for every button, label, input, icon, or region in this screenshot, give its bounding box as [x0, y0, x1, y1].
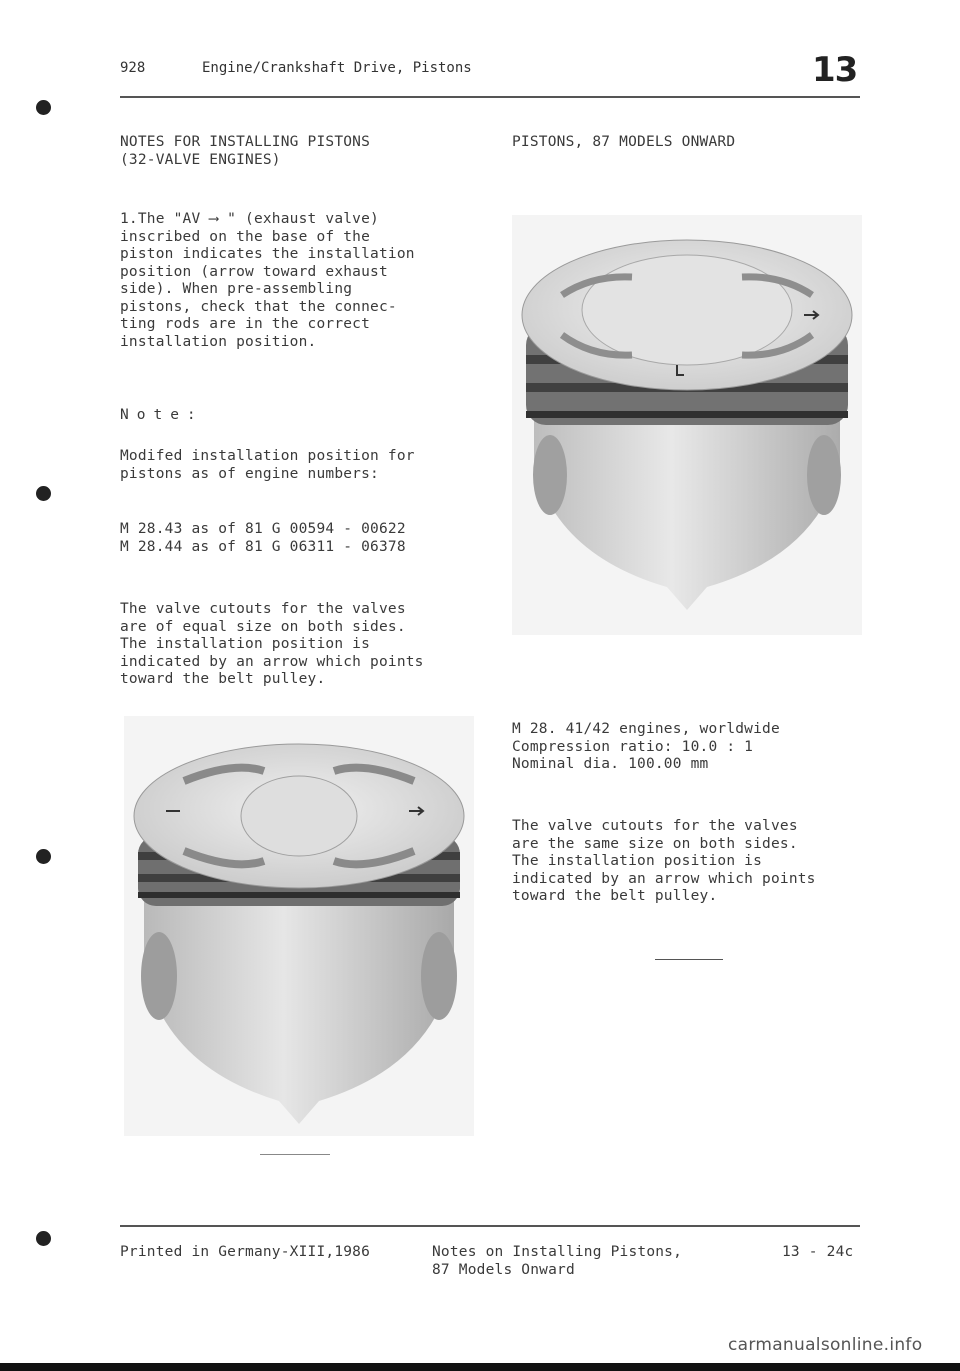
binder-hole [36, 849, 51, 864]
binder-hole [36, 1231, 51, 1246]
chapter-number: 13 [812, 50, 858, 90]
footer-printed: Printed in Germany-XIII,1986 [120, 1244, 371, 1260]
binder-hole [36, 100, 51, 115]
right-heading: PISTONS, 87 MODELS ONWARD [512, 134, 736, 150]
engine-numbers: M 28.43 as of 81 G 00594 - 00622 M 28.44 as of 81 G 06311 - 06378 [120, 521, 406, 555]
note-text: Modifed installation position for pistons as of engine numbers: [120, 448, 415, 482]
footer-subject: Notes on Installing Pistons, 87 Models Onward [432, 1244, 683, 1278]
piston-photo-87-models [512, 215, 862, 635]
piston-photo-32v [124, 716, 474, 1136]
header-rule [120, 96, 860, 98]
site-watermark: carmanualsonline.info [728, 1335, 923, 1355]
footer-page-ref: 13 - 24c [782, 1244, 854, 1260]
page-number: 928 [120, 60, 146, 76]
valve-cutouts-text-right: The valve cutouts for the valves are the same size on both sides. The installation position is indicated by an arrow which points toward the belt pulley. [512, 818, 816, 904]
bottom-bar [0, 1363, 960, 1371]
right-end-rule [655, 959, 723, 960]
engine-specs: M 28. 41/42 engines, worldwide Compression ratio: 10.0 : 1 Nominal dia. 100.00 mm [512, 721, 780, 772]
instruction-item-1: 1.The "AV ⟶ " (exhaust valve) inscribed on the base of the piston indicates the installation position (arrow toward exhaust side). When pre-assembling pistons, check that the connec- ting rods are in the correct installation position. [120, 211, 415, 350]
binder-hole [36, 486, 51, 501]
left-heading: NOTES FOR INSTALLING PISTONS (32-VALVE ENGINES) [120, 134, 371, 168]
left-image-rule [260, 1154, 330, 1155]
note-label: Note: [120, 407, 204, 423]
valve-cutouts-text-left: The valve cutouts for the valves are of equal size on both sides. The installation position is indicated by an arrow which points toward the belt pulley. [120, 601, 424, 687]
footer-rule [120, 1225, 860, 1227]
section-title: Engine/Crankshaft Drive, Pistons [202, 60, 472, 76]
